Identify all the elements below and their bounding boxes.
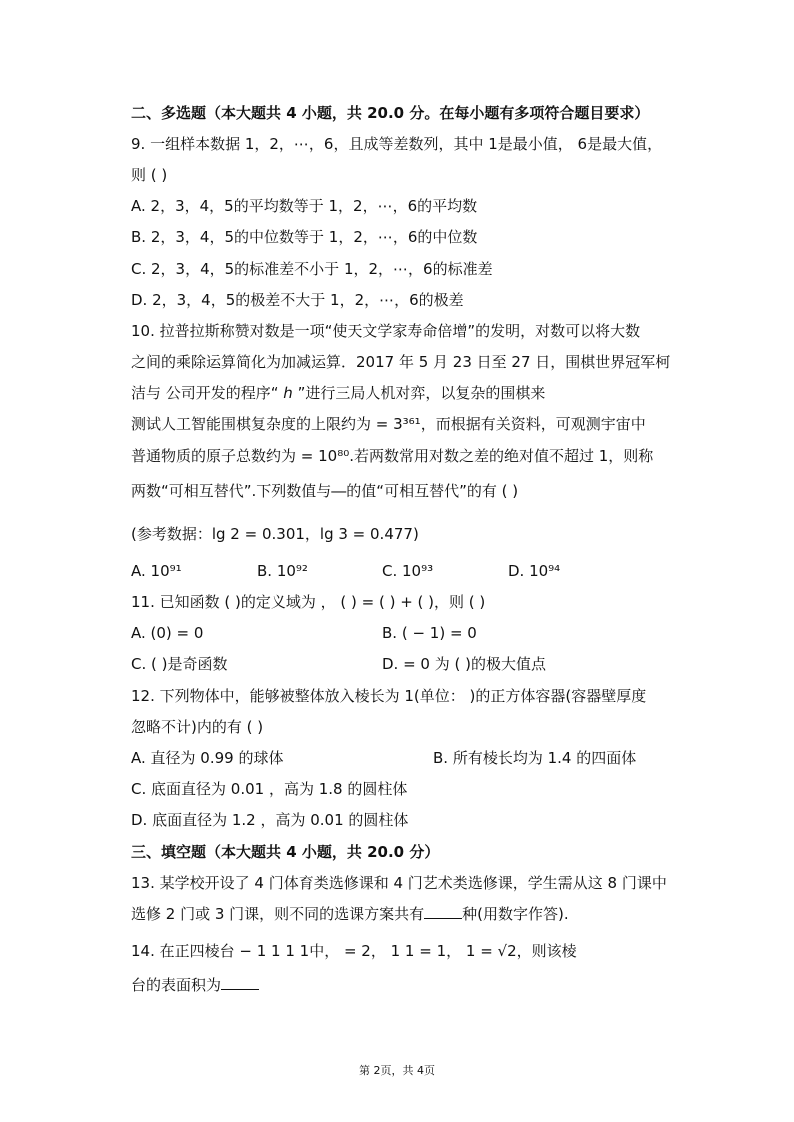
q12-option-c: C. 底面直径为 0.01 ，高为 1.8 的圆柱体 (131, 780, 408, 798)
q10-stem-line6: 两数“可相互替代”.下列数值与―的值“可相互替代”的有 ( ) (131, 482, 519, 500)
q12-option-a: A. 直径为 0.99 的球体 (131, 749, 284, 767)
q11-stem-line1: 11. 已知函数 ( )的定义域为 ， ( ) = ( ) + ( )，则 ( ) (131, 593, 486, 611)
q14-answer-blank[interactable] (221, 975, 259, 990)
q12-stem-line2: 忽略不计)内的有 ( ) (131, 718, 264, 736)
q11-option-a: A. (0) = 0 (131, 624, 204, 642)
q10-stem-line5: 普通物质的原子总数约为 = 10⁸⁰.若两数常用对数之差的绝对值不超过 1，则称 (131, 447, 654, 465)
q13-answer-blank[interactable] (424, 904, 462, 919)
q14-stem-line2 (131, 975, 259, 995)
q12-stem-line1: 12. 下列物体中，能够被整体放入棱长为 1(单位： )的正方体容器(容器壁厚度 (131, 687, 647, 705)
section-2-header: 二、多选题（本大题共 4 小题，共 20.0 分。在每小题有多项符合题目要求） (131, 104, 650, 122)
q10-stem-line4: 测试人工智能围棋复杂度的上限约为 = 3³⁶¹，而根据有关资料，可观测宇宙中 (131, 415, 646, 433)
q11-option-b: B. ( − 1) = 0 (382, 624, 477, 642)
q10-stem-line1: 10. 拉普拉斯称赞对数是一项“使天文学家寿命倍增”的发明，对数可以将大数 (131, 322, 641, 340)
q9-stem-line1: 9. 一组样本数据 1，2，⋯，6，且成等差数列，其中 1是最小值， 6是最大值， (131, 135, 663, 153)
q12-option-d: D. 底面直径为 1.2 ，高为 0.01 的圆柱体 (131, 811, 409, 829)
q13-text-before-blank: 选修 2 门或 3 门课，则不同的选课方案共有 (131, 905, 425, 923)
q10-option-d: D. 10⁹⁴ (508, 562, 561, 580)
page-footer: 第 2页，共 4页 (359, 1064, 435, 1077)
q13-stem-line1: 13. 某学校开设了 4 门体育类选修课和 4 门艺术类选修课，学生需从这 8 门课中 (131, 874, 667, 892)
q9-option-d: D. 2，3，4，5的极差不大于 1，2，⋯，6的极差 (131, 291, 464, 309)
q9-option-c: C. 2，3，4，5的标准差不小于 1，2，⋯，6的标准差 (131, 260, 493, 278)
q12-option-b: B. 所有棱长均为 1.4 的四面体 (433, 749, 637, 767)
q10-option-c: C. 10⁹³ (382, 562, 434, 580)
q11-option-c: C. ( )是奇函数 (131, 655, 228, 673)
q9-stem-line2: 则 ( ) (131, 166, 168, 184)
q10-option-b: B. 10⁹² (257, 562, 308, 580)
q13-stem-line2 (131, 904, 569, 924)
q9-option-a: A. 2，3，4，5的平均数等于 1，2，⋯，6的平均数 (131, 197, 478, 215)
q10-reference-data: (参考数据：lg 2 = 0.301，lg 3 = 0.477) (131, 525, 419, 543)
q10-option-a: A. 10⁹¹ (131, 562, 182, 580)
q11-option-d: D. = 0 为 ( )的极大值点 (382, 655, 546, 673)
q10-stem-line2: 之间的乘除运算简化为加减运算．2017 年 5 月 23 日至 27 日，围棋世界冠军柯 (131, 353, 671, 371)
section-3-header: 三、填空题（本大题共 4 小题，共 20.0 分） (131, 843, 440, 861)
q10-stem-line3: 洁与 公司开发的程序“ ℎ ”进行三局人机对弈，以复杂的围棋来 (131, 384, 546, 402)
q14-text-before-blank: 台的表面积为 (131, 976, 222, 994)
q14-stem-line1: 14. 在正四棱台 − 1 1 1 1中， = 2， 1 1 = 1， 1 = √2，则该棱 (131, 942, 577, 960)
q13-text-after-blank: 种(用数字作答). (462, 905, 569, 923)
q9-option-b: B. 2，3，4，5的中位数等于 1，2，⋯，6的中位数 (131, 228, 478, 246)
